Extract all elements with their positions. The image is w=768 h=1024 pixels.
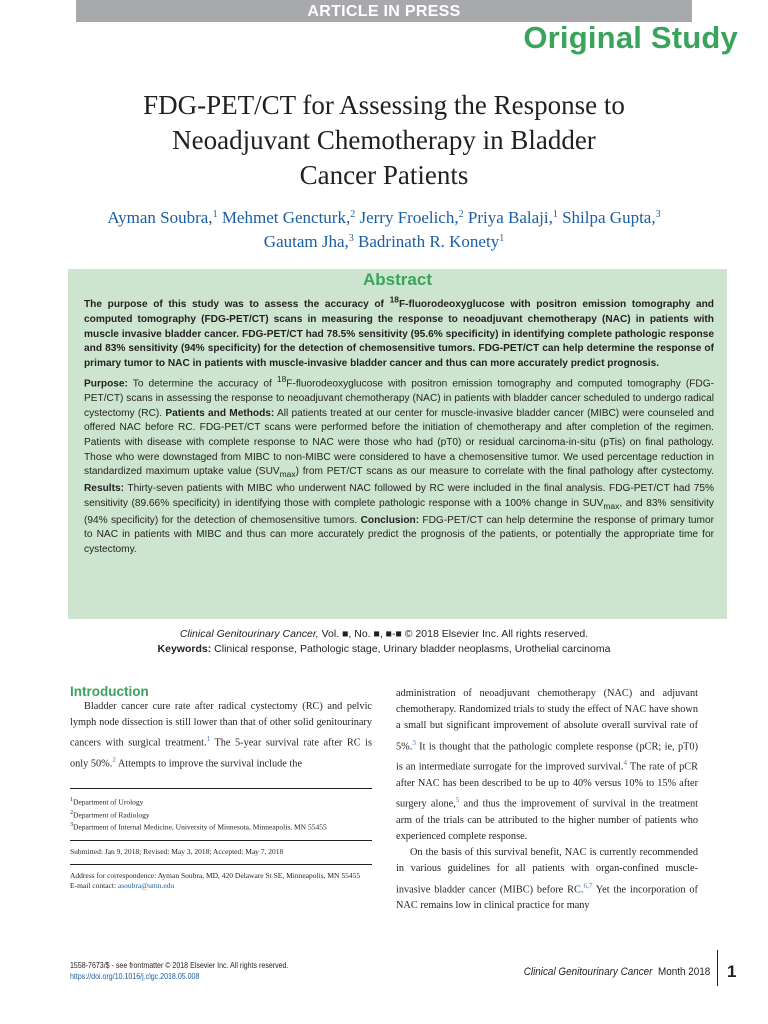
article-in-press-banner: ARTICLE IN PRESS	[76, 0, 692, 22]
author-name[interactable]: Shilpa Gupta,	[562, 208, 656, 227]
author-name[interactable]: Jerry Froelich,	[359, 208, 459, 227]
intro-paragraph: administration of neoadjuvant chemotherapy (NAC) and adjuvant chemotherapy. Randomized trials to study the effect of NAC have shown a small but significant improvement of absolute overall survival rate of 5%.$^3$ It is thought that the pathologic complete response (pCR; ie, pT0) is an intermediate surrogate for the improved survival.$^4$ The rate of pCR after NAC has been described to be up to 40% versus 10% to 15% after surgery alone,$^5$ and thus the improvement of survival in the treatment arm of the trials can be attributed to the higher number of patients who experienced complete response.	[396, 688, 698, 842]
author-list	[40, 206, 728, 254]
right-column	[396, 686, 698, 914]
article-type-label: Original Study	[523, 20, 738, 55]
footer-journal: Clinical Genitourinary Cancer	[523, 966, 653, 978]
introduction-heading: Introduction	[70, 684, 149, 699]
author-name[interactable]: Mehmet Gencturk,	[221, 208, 351, 227]
affiliation-marker: 2	[350, 209, 356, 220]
reference-link[interactable]: 6,7	[583, 881, 593, 890]
citation-line: Clinical Genitourinary Cancer, Vol. ■, No. ■, ■-■ © 2018 Elsevier Inc. All rights reserved.	[179, 628, 589, 640]
reference-link[interactable]: 5	[455, 796, 460, 805]
abstract-box	[68, 269, 727, 619]
email-link[interactable]: asoubra@umn.edu	[117, 880, 175, 890]
correspondence: Address for correspondence: Ayman Soubra, MD, 420 Delaware St SE, Minneapolis, MN 55455 E-mail contact: asoubra@umn.edu	[70, 870, 361, 890]
footer-left	[70, 960, 288, 982]
abstract-text: The purpose of this study was to assess the accuracy of $^{18}$F-fluorodeoxyglucose with positron emission tomography and computed tomography (FDG-PET/CT) scans in measuring the response to neoadjuvant chemotherapy (NAC) in patients with muscle invasive bladder cancer. FDG-PET/CT had 78.5% sensitivity (95.6% specificity) in identifying complete pathologic response and 83% sensitivity (94% specificity) for the detection of chemosensitive tumors. FDG-PET/CT can help determine the response of primary tumor to NAC in patients with muscle-invasive bladder cancer and thus can more accurately predict prognosis. Purpose: To determine the accuracy of $^{18}$F-fluorodeoxyglucose with positron emission tomography and computed tomography (FDG-PET/CT) scans in assessing the response to neoadjuvant chemotherapy (NAC) in patients with bladder cancer scheduled to undergo radical cystectomy (RC). Patients and Methods: All patients treated at our center for muscle-invasive bladder cancer (MIBC) were counseled and offered NAC before RC. FDG-PET/CT scans were performed before the initiation of chemotherapy and after completion of the regimen. Patients with disease with complete response to NAC were those who had (pT0) or residual carcinoma-in-situ (pTis) on final pathology. Those who were downstaged from MIBC to non-MIBC were considered to have a chemosensitive tumor. We used percentage reduction in standardized maximum uptake value $(SUV_{max})$ from PET/CT scans as our measure to correlate with the final pathology after cystectomy. Results: Thirty-seven patients with MIBC who underwent NAC followed by RC were included in the final analysis. FDG-PET/CT had 75% sensitivity (89.66% specificity) in identifying those with complete pathologic response with a 100% change in $SUV_{max}$, and 83% sensitivity (94% specificity) for the detection of chemosensitive tumors. Conclusion: FDG-PET/CT can help determine the response of primary tumor to NAC in patients with MIBC and thus can more accurately predict the prognosis of the patients, or potentially the appropriate time for cystectomy.	[84, 295, 714, 556]
keywords-label: Keywords:	[157, 643, 212, 655]
abstract-summary: The purpose of this study was to assess the accuracy of $^{18}$F-fluorodeoxyglucose with positron emission tomography and computed tomography (FDG-PET/CT) scans in measuring the response to neoadjuvant chemotherapy (NAC) in patients with muscle invasive bladder cancer. FDG-PET/CT had 78.5% sensitivity (95.6% specificity) in identifying complete pathologic response and 83% sensitivity (94% specificity) for the detection of chemosensitive tumors. FDG-PET/CT can help determine the response of primary tumor to NAC in patients with muscle-invasive bladder cancer and thus can more accurately predict prognosis.	[84, 295, 714, 370]
reference-link[interactable]: 4	[623, 759, 628, 768]
author-name[interactable]: Ayman Soubra,	[107, 208, 213, 227]
author-line	[40, 206, 728, 230]
reference-link[interactable]: 2	[112, 756, 116, 765]
author-name[interactable]: Priya Balaji,	[467, 208, 553, 227]
footnotes	[70, 788, 372, 904]
reference-link[interactable]: 1	[206, 735, 211, 744]
keywords-line	[0, 643, 768, 655]
affiliation-marker: 3	[348, 233, 354, 244]
doi-link[interactable]: https://doi.org/10.1016/j.clgc.2018.05.008	[70, 971, 200, 981]
author-name[interactable]: Gautam Jha,	[263, 232, 349, 251]
affiliation-marker: 1	[212, 209, 218, 220]
author-line	[40, 230, 728, 254]
affiliation-marker: 3	[655, 209, 661, 220]
title-line: FDG-PET/CT for Assessing the Response to	[143, 90, 625, 120]
submission-dates: Submitted: Jan 9, 2018; Revised: May 3, 2018; Accepted: May 7, 2018	[70, 847, 372, 865]
left-column	[70, 684, 372, 773]
reference-link[interactable]: 3	[412, 738, 416, 747]
issn-line: 1558-7673/$ - see frontmatter © 2018 Elsevier Inc. All rights reserved.	[70, 960, 289, 970]
affiliation-marker: 1	[552, 209, 558, 220]
abstract-heading: Abstract	[363, 270, 432, 289]
conclusion-label: Conclusion:	[360, 514, 420, 526]
footer-divider	[717, 950, 718, 986]
intro-paragraph: Bladder cancer cure rate after radical cystectomy (RC) and pelvic lymph node dissection is still lower than that of other solid genitourinary cancers with surgical treatment.$^1$ The 5-year survival rate after RC is only 50%.$^2$ Attempts to improve the survival include the	[70, 701, 372, 770]
affiliations: $^1$Department of Urology $^2$Department of Radiology $^3$Department of Internal Medicine, University of Minnesota, Minneapolis, MN 55455	[70, 795, 372, 841]
footer-date: Month 2018	[657, 966, 710, 978]
affiliation-marker: 1	[499, 233, 505, 244]
methods-label: Patients and Methods:	[165, 407, 275, 419]
affiliation-marker: 2	[458, 209, 464, 220]
footer-right	[523, 966, 710, 978]
page-number: 1	[727, 962, 737, 981]
purpose-label: Purpose:	[84, 378, 128, 390]
results-label: Results:	[84, 483, 124, 495]
title-line: Cancer Patients	[299, 160, 469, 190]
intro-paragraph: On the basis of this survival benefit, NAC is currently recommended in various guidelines for all patients with organ-confined muscle-invasive bladder cancer (MIBC) before RC.$^{6,7}$ Yet the incorporation of NAC remains low in clinical practice for many	[396, 847, 698, 912]
article-title	[60, 88, 708, 193]
author-name[interactable]: Badrinath R. Konety	[358, 232, 500, 251]
journal-name: Clinical Genitourinary Cancer,	[179, 628, 319, 640]
keywords-text: Clinical response, Pathologic stage, Urinary bladder neoplasms, Urothelial carcinoma	[211, 643, 611, 655]
title-line: Neoadjuvant Chemotherapy in Bladder	[172, 125, 596, 155]
